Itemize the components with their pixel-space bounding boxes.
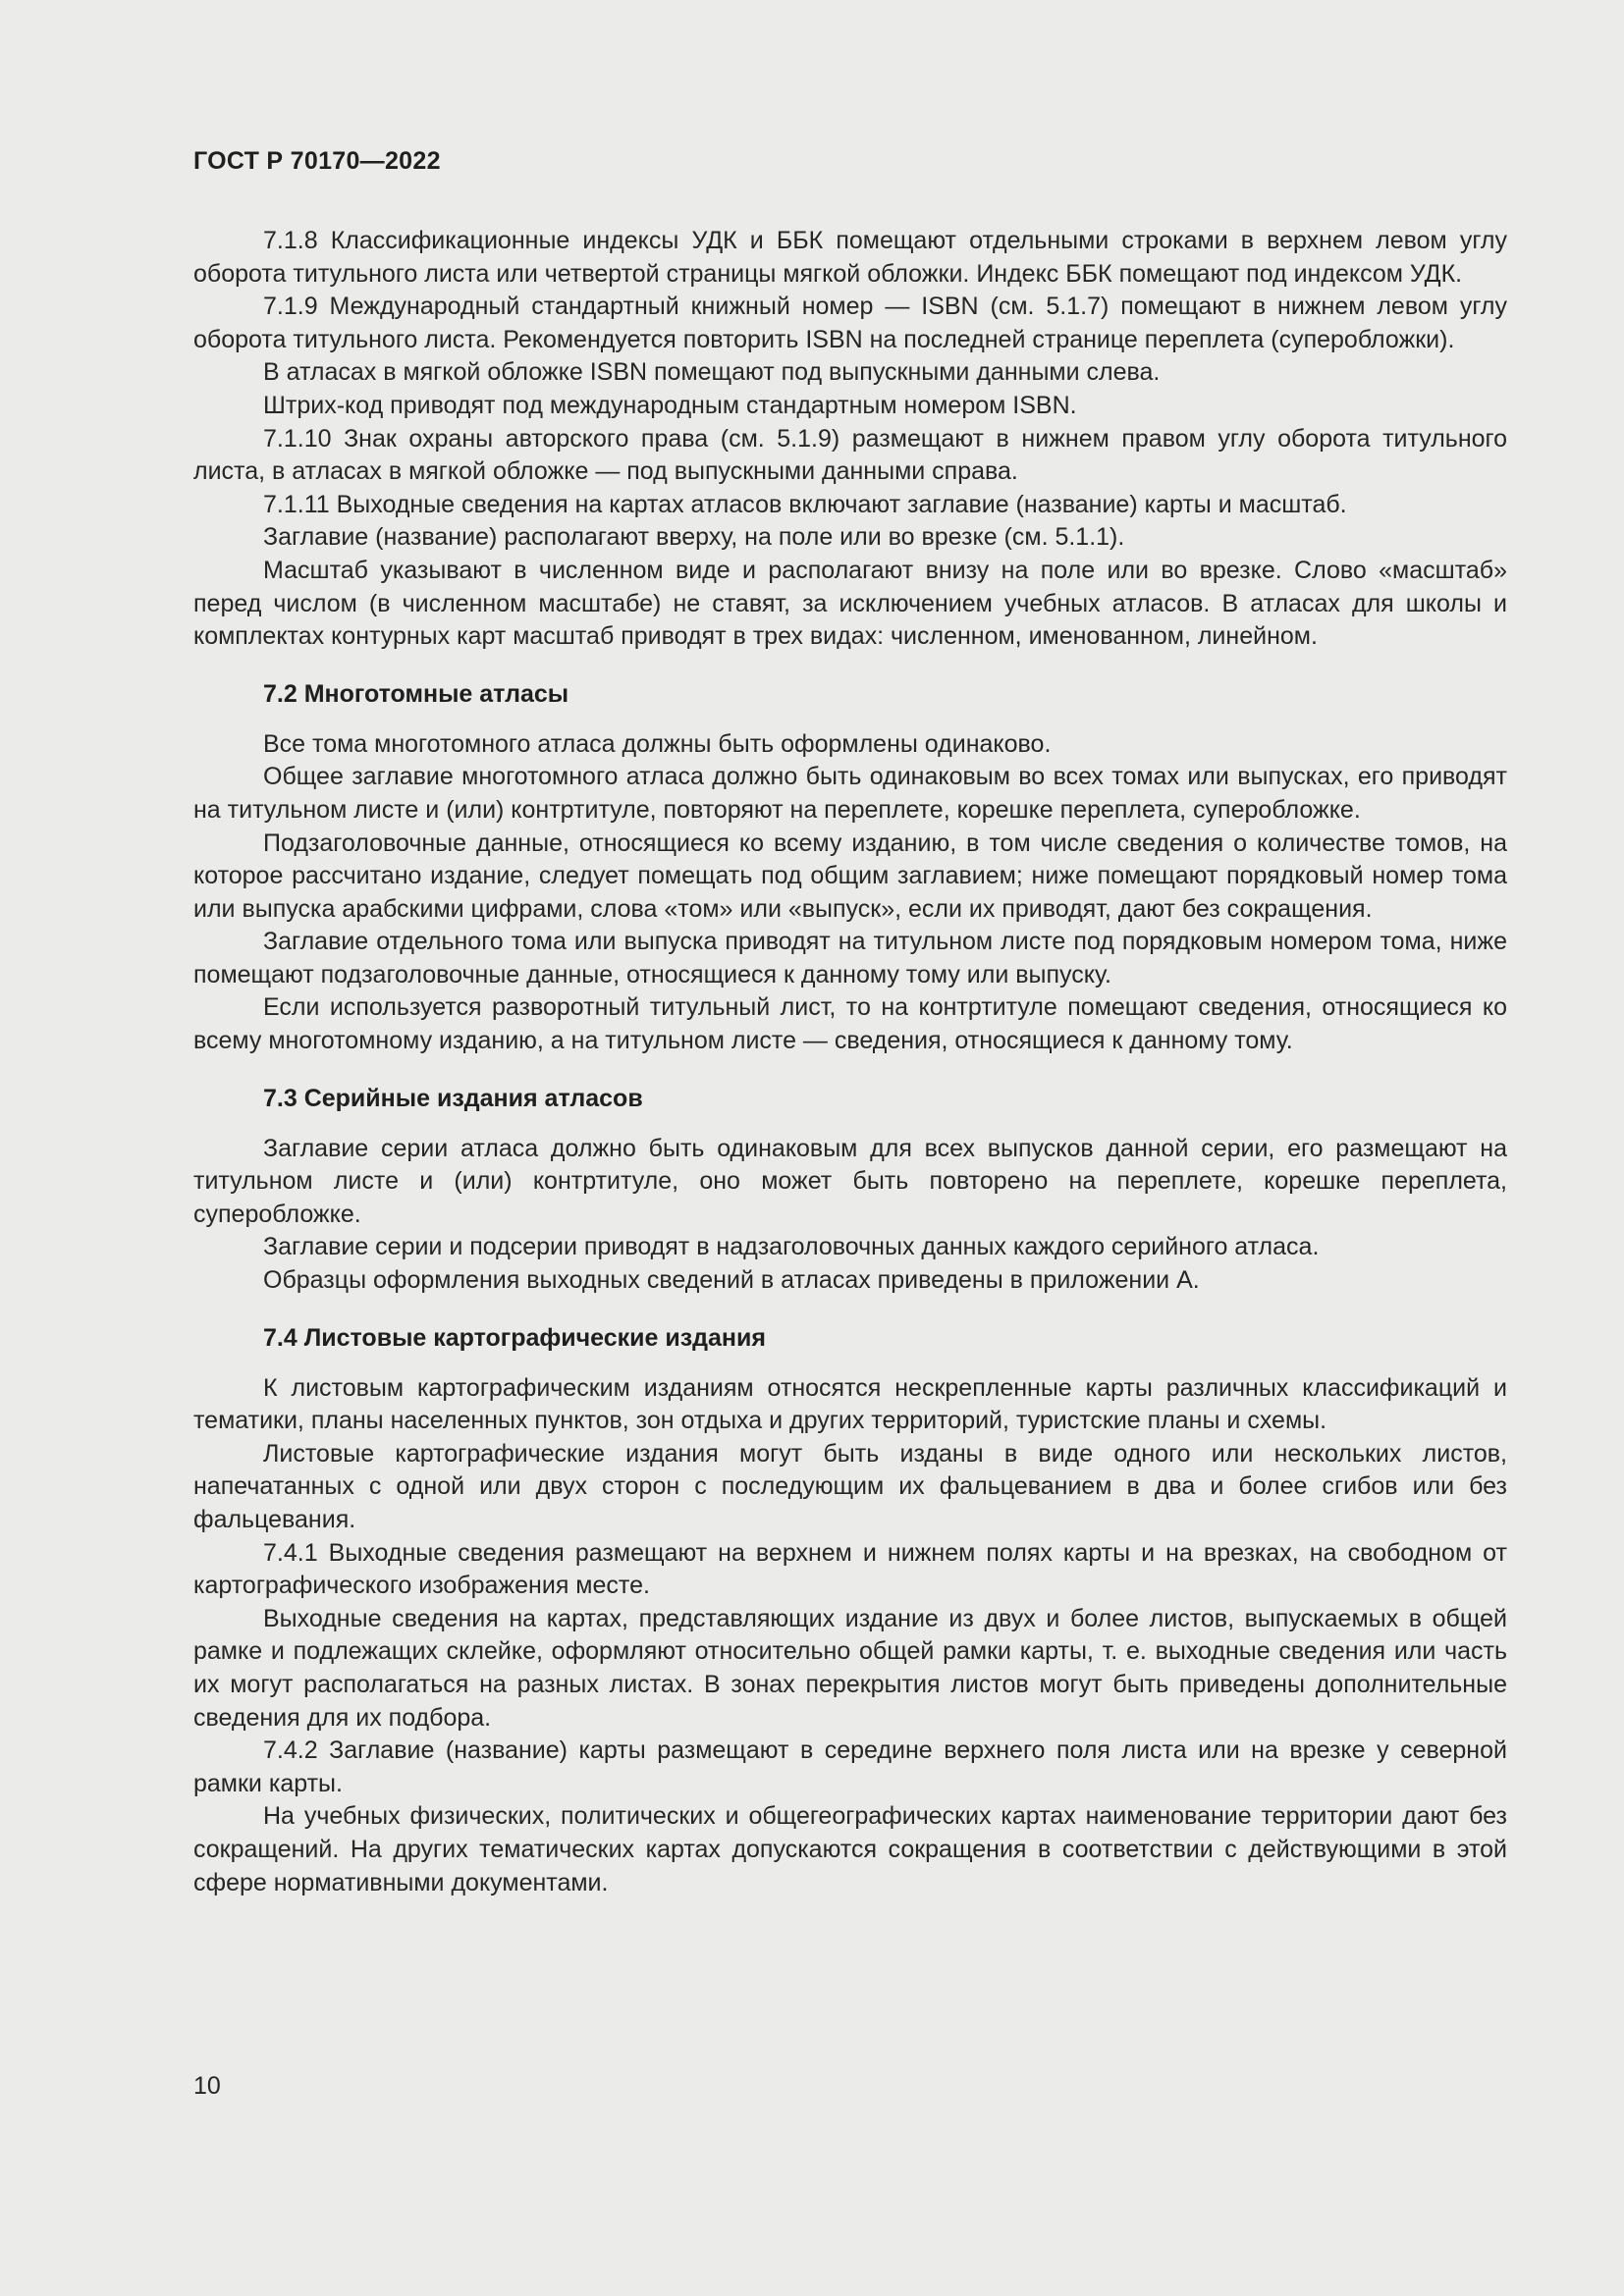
paragraph-7-3-c: Образцы оформления выходных сведений в атласах приведены в приложении А. [263,1266,1200,1295]
paragraph-7-2-d: Заглавие отдельного тома или выпуска приводят на титульном листе под порядковым номером тома, ниже помещают подзаголовочные данные, относящиеся к данному тому или выпуску. [193,928,1507,988]
section-heading-7-4: 7.4 Листовые картографические издания [263,1323,766,1352]
paragraph-7-2-c: Подзаголовочные данные, относящиеся ко всему изданию, в том числе сведения о количестве томов, на которое рассчитано издание, следует помещать под общим заглавием; ниже помещают порядковый номер тома или выпуска арабскими цифрами, слова «том» или «выпуск», если их приводят, дают без сокращения. [193,828,1507,923]
paragraph-7-4-2: 7.4.2 Заглавие (название) карты размещают в середине верхнего поля листа или на врезке у северной рамки карты. [193,1736,1507,1797]
paragraph-7-1-8: 7.1.8 Классификационные индексы УДК и ББК помещают отдельными строками в верхнем левом углу оборота титульного листа или четвертой страницы мягкой обложки. Индекс ББК помещают под индексом УДК. [193,227,1507,288]
paragraph-7-4-2-b: На учебных физических, политических и общегеографических картах наименование территории дают без сокращений. На других тематических картах допускаются сокращения в соответствии с действующими в этой сфере нормативными документами. [193,1802,1507,1896]
document-body [193,225,1507,1899]
paragraph-barcode: Штрих-код приводят под международным стандартным номером ISBN. [263,391,1077,419]
page-number: 10 [193,2072,221,2100]
paragraph-7-3-a: Заглавие серии атласа должно быть одинаковым для всех выпусков данной серии, его размещают на титульном листе и (или) контртитуле, оно может быть повторено на переплете, корешке переплета, суперобложке. [193,1134,1507,1228]
section-heading-7-2: 7.2 Многотомные атласы [263,679,569,708]
paragraph-isbn-soft-cover: В атласах в мягкой обложке ISBN помещают под выпускными данными слева. [263,358,1161,387]
paragraph-7-2-e: Если используется разворотный титульный лист, то на контртитуле помещают сведения, относящиеся ко всему многотомному изданию, а на титульном листе — сведения, относящиеся к данному тому. [193,993,1507,1055]
paragraph-7-3-b: Заглавие серии и подсерии приводят в надзаголовочных данных каждого серийного атласа. [263,1233,1320,1261]
section-heading-7-3: 7.3 Серийные издания атласов [263,1084,643,1112]
paragraph-title-placement: Заглавие (название) располагают вверху, на поле или во врезке (см. 5.1.1). [263,523,1125,552]
document-code-header: ГОСТ Р 70170—2022 [193,147,441,175]
paragraph-7-4-b: Листовые картографические издания могут быть изданы в виде одного или нескольких листов, напечатанных с одной или двух сторон с последующим их фальцеванием в два и более сгибов или без фальцевания. [193,1439,1507,1533]
paragraph-7-2-a: Все тома многотомного атласа должны быть оформлены одинаково. [263,729,1052,758]
paragraph-7-1-9: 7.1.9 Международный стандартный книжный номер — ISBN (см. 5.1.7) помещают в нижнем левом углу оборота титульного листа. Рекомендуется повторить ISBN на последней странице переплета (суперобложки). [193,293,1507,353]
paragraph-scale: Масштаб указывают в численном виде и располагают внизу на поле или во врезке. Слово «масштаб» перед числом (в численном масштабе) не ставят, за исключением учебных атласов. В атласах для школы и комплектах контурных карт масштаб приводят в трех видах: численном, именованном, линейном. [193,556,1507,651]
paragraph-7-1-10: 7.1.10 Знак охраны авторского права (см. 5.1.9) размещают в нижнем правом углу оборота титульного листа, в атласах в мягкой обложке — под выпускными данными справа. [193,424,1507,486]
paragraph-7-1-11: 7.1.11 Выходные сведения на картах атласов включают заглавие (название) карты и масштаб. [263,490,1347,518]
paragraph-7-4-1: 7.4.1 Выходные сведения размещают на верхнем и нижнем полях карты и на врезках, на свободном от картографического изображения месте. [193,1538,1507,1600]
paragraph-7-2-b: Общее заглавие многотомного атласа должно быть одинаковым во всех томах или выпусках, его приводят на титульном листе и (или) контртитуле, повторяют на переплете, корешке переплета, суперобложке. [193,763,1507,824]
paragraph-7-4-a: К листовым картографическим изданиям относятся нескрепленные карты различных классификаций и тематики, планы населенных пунктов, зон отдыха и других территорий, туристские планы и схемы. [193,1373,1507,1435]
paragraph-7-4-1-b: Выходные сведения на картах, представляющих издание из двух и более листов, выпускаемых в общей рамке и подлежащих склейке, оформляют относительно общей рамки карты, т. е. выходные сведения или часть их могут располагаться на разных листах. В зонах перекрытия листов могут быть приведены дополнительные сведения для их подбора. [193,1604,1507,1732]
